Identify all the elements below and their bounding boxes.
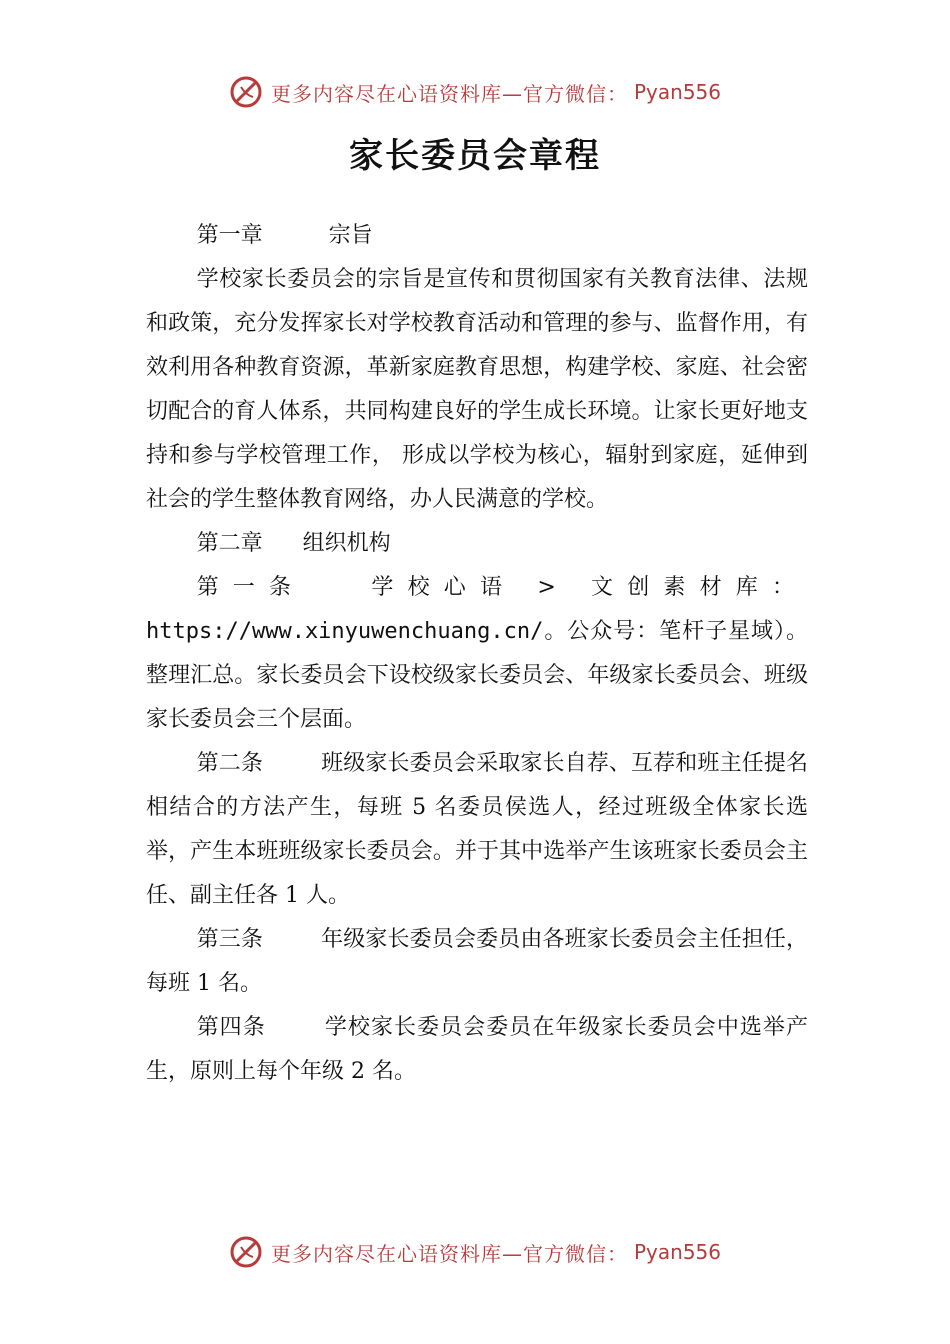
article-label: 第四条 [196,1015,266,1040]
banner-text: 更多内容尽在心语资料库—官方微信： [270,81,628,106]
chapter-label: 第二章 [196,531,263,556]
article-label: 第一条 [196,575,306,600]
banner-text: 更多内容尽在心语资料库—官方微信： [270,1241,628,1266]
brand-logo-icon [229,75,263,109]
article [146,566,808,742]
article [146,918,808,1006]
article-text: 年级家长委员会委员由各班家长委员会主任担任，每班 1 名。 [146,927,808,996]
chapter-heading [146,522,808,566]
chapter-name: 宗旨 [328,223,373,248]
article-label: 第二条 [196,751,263,776]
banner-wechat-id: Pyan556 [633,1240,721,1264]
article-text: 家长委员会下设校级家长委员会、年级家长委员会、班级家长委员会三个层面。 [146,663,808,732]
source-url-link[interactable]: https://www.xinyuwenchuang.cn/ [146,619,544,644]
document-body [146,214,808,1094]
article-label: 第三条 [196,927,263,952]
document-title: 家长委员会章程 [349,136,601,176]
brand-logo-icon [229,1235,263,1269]
banner-wechat-id: Pyan556 [633,80,721,104]
article [146,1006,808,1094]
chapter-label: 第一章 [196,223,263,248]
article-text: 班级家长委员会采取家长自荐、互荐和班主任提名相结合的方法产生，每班 5 名委员侯选人，经过班级全体家长选举，产生本班班级家长委员会。并于其中选举产生该班家长委员会主任、副主任各 1 人。 [146,751,808,908]
source-note: 学校心语 > 文创素材库： [371,575,808,600]
chapter-name: 组织机构 [302,531,391,556]
footer-watermark-banner [0,1232,950,1272]
article-text: 学校家长委员会委员在年级家长委员会中选举产生，原则上每个年级 2 名。 [146,1015,808,1084]
header-watermark-banner [0,72,950,112]
chapter-heading [146,214,808,258]
source-note-tail: 。公众号：笔杆子星域）。整理汇总。 [146,619,808,688]
article [146,742,808,918]
paragraph: 学校家长委员会的宗旨是宣传和贯彻国家有关教育法律、法规和政策，充分发挥家长对学校教育活动和管理的参与、监督作用，有效利用各种教育资源，革新家庭教育思想，构建学校、家庭、社会密切配合的育人体系，共同构建良好的学生成长环境。让家长更好地支持和参与学校管理工作， 形成以学校为核心，辐射到家庭，延伸到社会的学生整体教育网络，办人民满意的学校。 [146,267,808,512]
